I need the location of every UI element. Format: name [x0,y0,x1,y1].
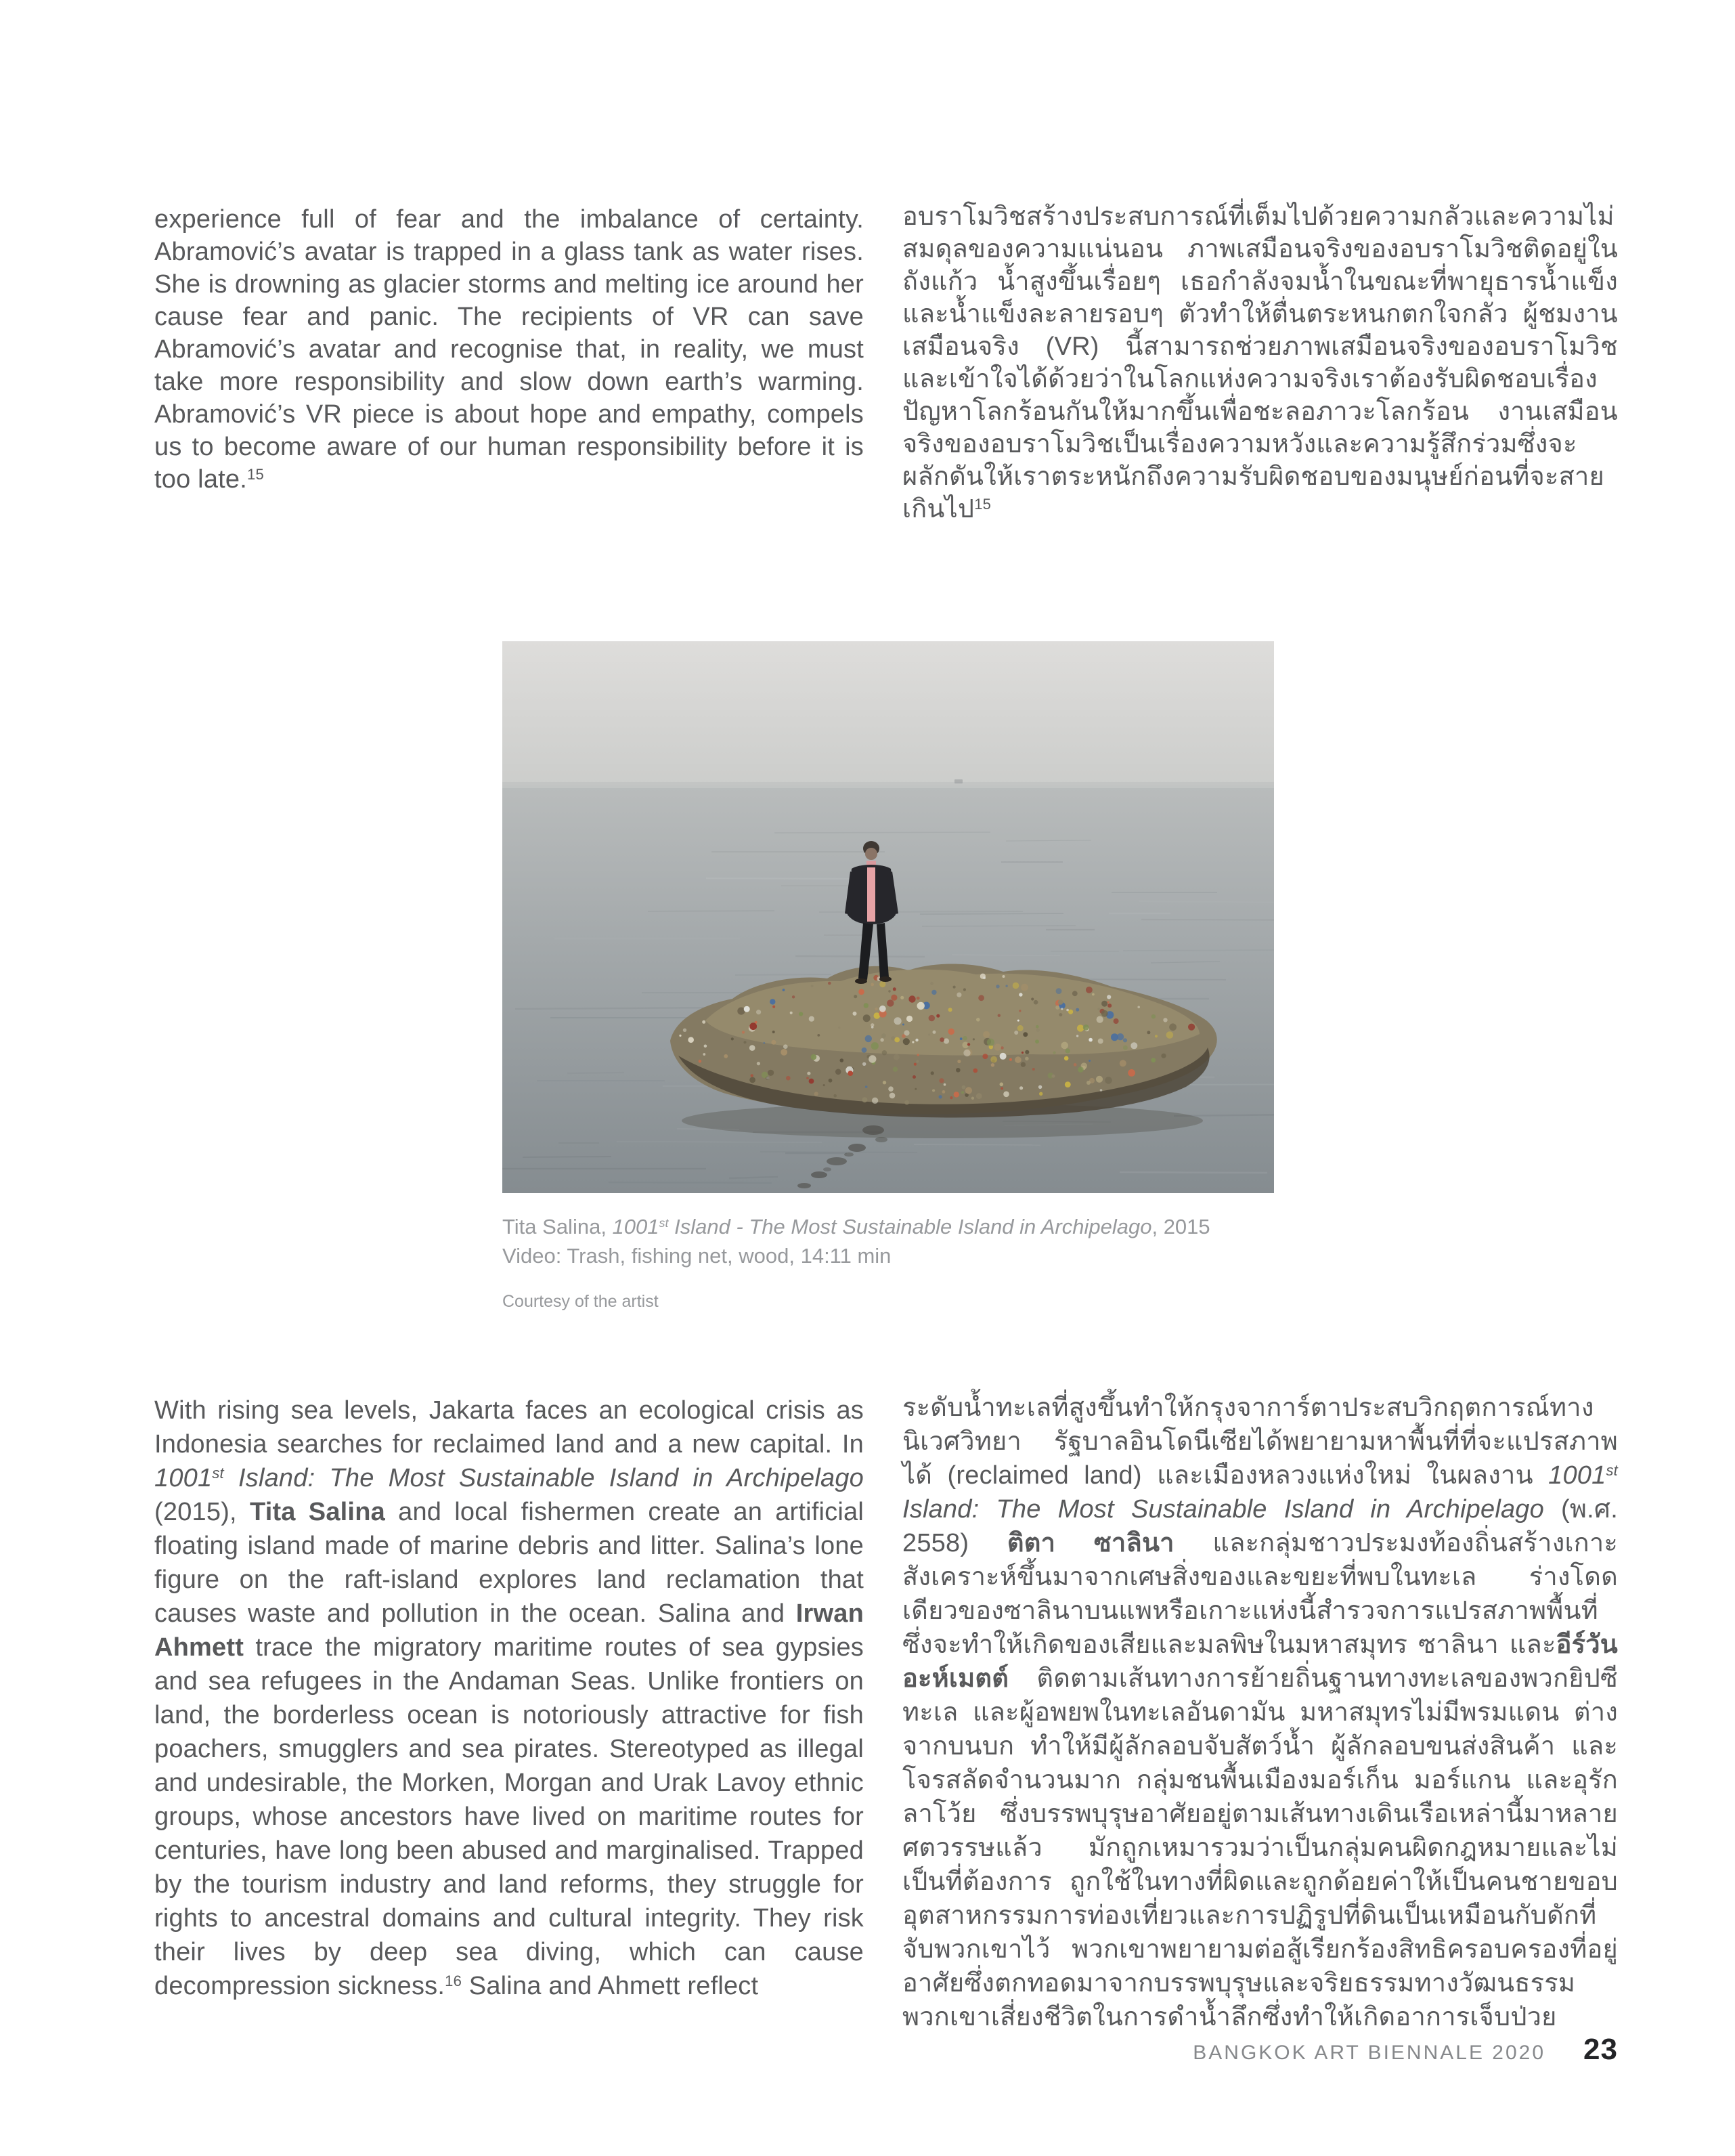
artwork-photo [502,641,1274,1193]
sky [502,641,1274,785]
paragraph-thai-bottom: ระดับน้ำทะเลที่สูงขึ้นทำให้กรุงจาการ์ตาประสบวิกฤตการณ์ทางนิเวศวิทยา รัฐบาลอินโดนีเซียได้พยายามหาพื้นที่ที่จะแปรสภาพได้ (reclaimed land) และเมืองหลวงแห่งใหม่ ในผลงาน 1001st Island: The Most Sustainable Island in Archipelago (พ.ศ. 2558) ติตา ซาลินา และกลุ่มชาวประมงท้องถิ่นสร้างเกาะสังเคราะห์ขึ้นมาจากเศษสิ่งของและขยะที่พบในทะเล ร่างโดดเดียวของซาลินาบนแพหรือเกาะแห่งนี้สำรวจการแปรสภาพพื้นที่ซึ่งจะทำให้เกิดของเสียและมลพิษในมหาสมุทร ซาลินา และอีร์วัน อะห์เมตต์ ติดตามเส้นทางการย้ายถิ่นฐานทางทะเลของพวกยิปซีทะเล และผู้อพยพในทะเลอันดามัน มหาสมุทรไม่มีพรมแดน ต่างจากบนบก ทำให้มีผู้ลักลอบจับสัตว์น้ำ ผู้ลักลอบขนส่งสินค้า และโจรสลัดจำนวนมาก กลุ่มชนพื้นเมืองมอร์เก็น มอร์แกน และอุรัก ลาโว้ย ซึ่งบรรพบุรุษอาศัยอยู่ตามเส้นทางเดินเรือเหล่านี้มาหลายศตวรรษแล้ว มักถูกเหมารวมว่าเป็นกลุ่มคนผิดกฎหมายและไม่เป็นที่ต้องการ ถูกใช้ในทางที่ผิดและถูกด้อยค่าให้เป็นคนชายขอบ อุตสาหกรรมการท่องเที่ยวและการปฏิรูปที่ดินเป็นเหมือนกับดักที่จับพวกเขาไว้ พวกเขาพยายามต่อสู้เรียกร้องสิทธิครอบครองที่อยู่อาศัยซึ่งตกทอดมาจากบรรพบุรุษและจริยธรรมทางวัฒนธรรม พวกเขาเสี่ยงชีวิตในการดำน้ำลึกซึ่งทำให้เกิดอาการเจ็บป่วย [902,1394,1618,2031]
person-shirt [867,867,875,922]
footer-brand: BANGKOK ART BIENNALE 2020 [1193,2042,1546,2064]
page-number: 23 [1583,2033,1618,2066]
page-footer [1193,2033,1618,2067]
paragraph-thai-top: อบราโมวิชสร้างประสบการณ์ที่เต็มไปด้วยความกลัวและความไม่สมดุลของความแน่นอน ภาพเสมือนจริงของอบราโมวิชติดอยู่ในถังแก้ว น้ำสูงขึ้นเรื่อยๆ เธอกำลังจมน้ำในขณะที่พายุธารน้ำแข็งและน้ำแข็งละลายรอบๆ ตัวทำให้ตื่นตระหนกตกใจกลัว ผู้ชมงานเสมือนจริง (VR) นี้สามารถช่วยภาพเสมือนจริงของอบราโมวิช และเข้าใจได้ด้วยว่าในโลกแห่งความจริงเราต้องรับผิดชอบเรื่องปัญหาโลกร้อนกันให้มากขึ้นเพื่อชะลอภาวะโลกร้อน งานเสมือนจริงของอบราโมวิชเป็นเรื่องความหวังและความรู้สึกร่วมซึ่งจะผลักดันให้เราตระหนักถึงความรับผิดชอบของมนุษย์ก่อนที่จะสายเกินไป$^{15}$ [902,202,1618,523]
paragraph-english-top: experience full of fear and the imbalance of certainty. Abramović’s avatar is trapped in a glass tank as water rises. She is drowning as glacier storms and melting ice around her cause fear and panic. The recipients of VR can save Abramović’s avatar and recognise that, in reality, we must take more responsibility and slow down earth’s warming. Abramović’s VR piece is about hope and empathy, compels us to become aware of our human responsibility before it is too late.$^{15}$ [154,205,864,494]
distant-ship [954,779,963,783]
artwork-photo-canvas [502,641,1274,1193]
figure-caption [502,1212,1274,1270]
figure-caption-line-1: Tita Salina, 1001st Island - The Most Sustainable Island in Archipelago, 2015 [502,1215,1210,1238]
figure-credit: Courtesy of the artist [502,1292,659,1311]
figure-caption-line-2: Video: Trash, fishing net, wood, 14:11 min [502,1244,892,1268]
paragraph-english-bottom: With rising sea levels, Jakarta faces an ecological crisis as Indonesia searches for reclaimed land and a new capital. In 1001st Island: The Most Sustainable Island in Archipelago (2015), Tita Salina and local fishermen create an artificial floating island made of marine debris and litter. Salina’s lone figure on the raft-island explores land reclamation that causes waste and pollution in the ocean. Salina and Irwan Ahmett trace the migratory maritime routes of sea gypsies and sea refugees in the Andaman Seas. Unlike frontiers on land, the borderless ocean is notoriously attractive for fish poachers, smugglers and sea pirates. Stereotyped as illegal and undesirable, the Morken, Morgan and Urak Lavoy ethnic groups, whose ancestors have lived on maritime routes for centuries, have long been abused and marginalised. Trapped by the tourism industry and land reforms, they struggle for rights to ancestral domains and cultural integrity. They risk their lives by deep sea diving, which can cause decompression sickness.$^{16}$ Salina and Ahmett reflect [154,1396,864,2000]
person-right-foot [879,976,892,982]
horizon-line [502,782,1274,788]
person-face [865,848,877,860]
person-left-foot [855,978,867,984]
